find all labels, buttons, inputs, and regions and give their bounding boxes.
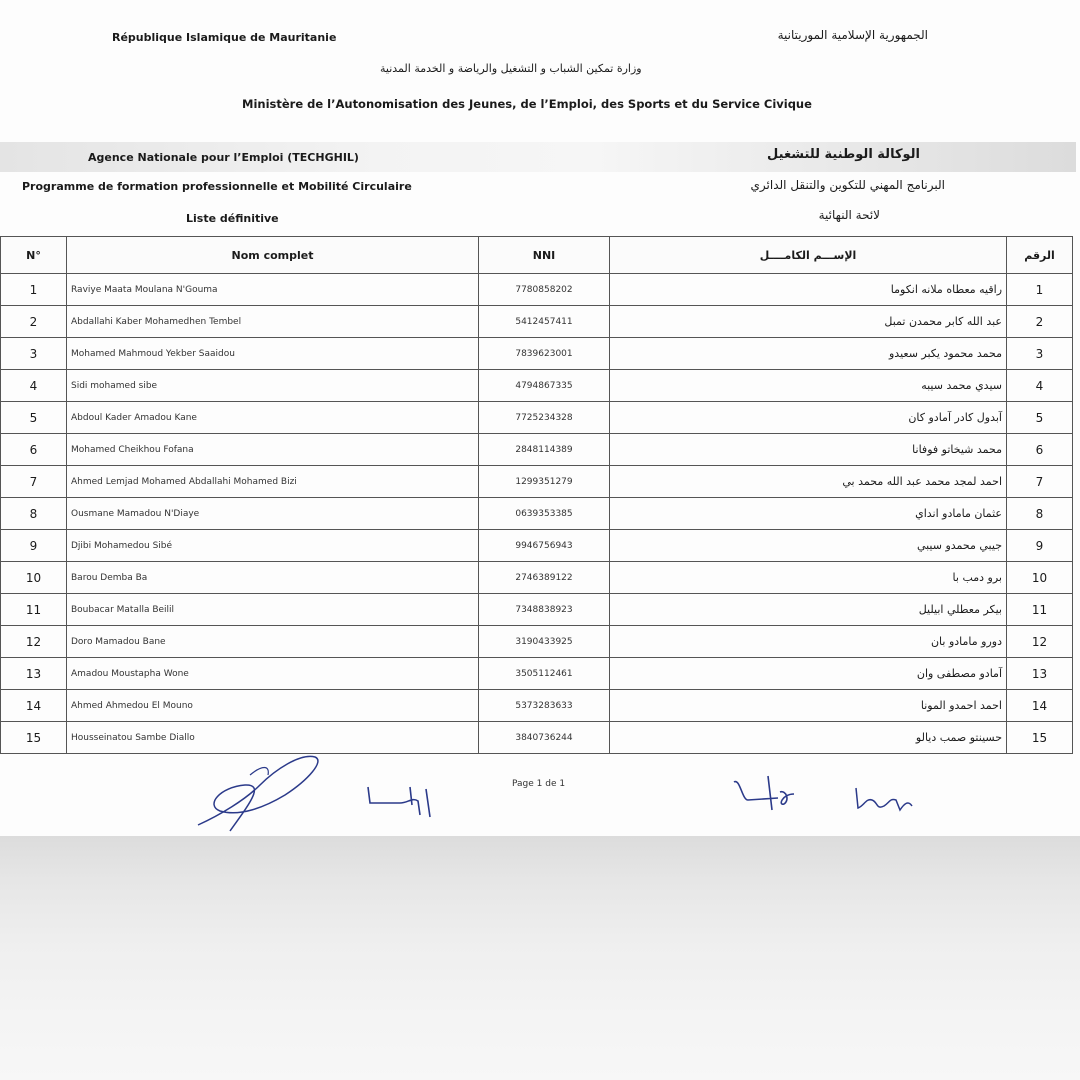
row-number-ar: 1 <box>1007 274 1073 306</box>
signature-3 <box>728 770 818 820</box>
table-row <box>1 498 1073 530</box>
full-name-ar: احمد احمدو المونا <box>610 690 1007 722</box>
full-name-ar: جيبي محمدو سيبي <box>610 530 1007 562</box>
nni-number: 1299351279 <box>479 466 610 498</box>
nni-number: 0639353385 <box>479 498 610 530</box>
table-row <box>1 370 1073 402</box>
row-number-ar: 6 <box>1007 434 1073 466</box>
country-name-ar: الجمهورية الإسلامية الموريتانية <box>777 28 928 42</box>
country-name-fr: République Islamique de Mauritanie <box>112 31 337 44</box>
nni-number: 7348838923 <box>479 594 610 626</box>
nni-number: 3840736244 <box>479 722 610 754</box>
table-row <box>1 306 1073 338</box>
row-number-ar: 10 <box>1007 562 1073 594</box>
table-row <box>1 690 1073 722</box>
full-name-ar: راقيه معطاه ملانه انكوما <box>610 274 1007 306</box>
row-number-fr: 3 <box>1 338 67 370</box>
nni-number: 3505112461 <box>479 658 610 690</box>
full-name-fr: Mohamed Cheikhou Fofana <box>67 434 479 466</box>
row-number-ar: 2 <box>1007 306 1073 338</box>
agency-name-fr: Agence Nationale pour l’Emploi (TECHGHIL) <box>88 151 359 164</box>
table-header-row <box>1 237 1073 274</box>
col-header-fullname-ar: الإســـم الكامــــل <box>610 237 1007 274</box>
signature-2 <box>360 775 450 825</box>
blurred-background <box>0 836 1080 1080</box>
nni-number: 5412457411 <box>479 306 610 338</box>
row-number-fr: 2 <box>1 306 67 338</box>
full-name-fr: Abdoul Kader Amadou Kane <box>67 402 479 434</box>
full-name-ar: برو دمب با <box>610 562 1007 594</box>
row-number-ar: 5 <box>1007 402 1073 434</box>
table-row <box>1 274 1073 306</box>
full-name-ar: آبدول كادر آمادو كان <box>610 402 1007 434</box>
table-row <box>1 626 1073 658</box>
row-number-fr: 13 <box>1 658 67 690</box>
full-name-fr: Barou Demba Ba <box>67 562 479 594</box>
col-header-number-ar: الرقم <box>1007 237 1073 274</box>
nni-number: 2848114389 <box>479 434 610 466</box>
full-name-fr: Djibi Mohamedou Sibé <box>67 530 479 562</box>
col-header-number-fr: N° <box>1 237 67 274</box>
agency-name-ar: الوكالة الوطنية للتشغيل <box>767 147 920 162</box>
signature-4 <box>850 780 920 816</box>
full-name-ar: دورو مامادو بان <box>610 626 1007 658</box>
full-name-fr: Raviye Maata Moulana N'Gouma <box>67 274 479 306</box>
row-number-fr: 14 <box>1 690 67 722</box>
full-name-ar: سيدي محمد سيبه <box>610 370 1007 402</box>
table-row <box>1 434 1073 466</box>
row-number-ar: 12 <box>1007 626 1073 658</box>
table-row <box>1 530 1073 562</box>
row-number-ar: 11 <box>1007 594 1073 626</box>
full-name-fr: Doro Mamadou Bane <box>67 626 479 658</box>
program-title-fr: Programme de formation professionnelle et Mobilité Circulaire <box>22 180 412 193</box>
row-number-fr: 7 <box>1 466 67 498</box>
col-header-fullname-fr: Nom complet <box>67 237 479 274</box>
col-header-nni: NNI <box>479 237 610 274</box>
full-name-ar: محمد محمود يكبر سعيدو <box>610 338 1007 370</box>
list-title-fr: Liste définitive <box>186 212 279 225</box>
full-name-ar: محمد شيخاتو فوفانا <box>610 434 1007 466</box>
row-number-ar: 14 <box>1007 690 1073 722</box>
ministry-name-fr: Ministère de l’Autonomisation des Jeunes, de l’Emploi, des Sports et du Service Civique <box>242 97 812 111</box>
row-number-fr: 9 <box>1 530 67 562</box>
table-row <box>1 562 1073 594</box>
row-number-fr: 11 <box>1 594 67 626</box>
table-row <box>1 402 1073 434</box>
nni-number: 5373283633 <box>479 690 610 722</box>
table-body <box>1 274 1073 754</box>
row-number-ar: 8 <box>1007 498 1073 530</box>
row-number-fr: 4 <box>1 370 67 402</box>
nni-number: 3190433925 <box>479 626 610 658</box>
full-name-fr: Sidi mohamed sibe <box>67 370 479 402</box>
full-name-ar: عبد الله كابر محمدن تمبل <box>610 306 1007 338</box>
row-number-ar: 13 <box>1007 658 1073 690</box>
row-number-fr: 5 <box>1 402 67 434</box>
row-number-ar: 3 <box>1007 338 1073 370</box>
table-row <box>1 722 1073 754</box>
full-name-fr: Abdallahi Kaber Mohamedhen Tembel <box>67 306 479 338</box>
nni-number: 7780858202 <box>479 274 610 306</box>
nni-number: 9946756943 <box>479 530 610 562</box>
beneficiary-table <box>0 236 1073 754</box>
nni-number: 4794867335 <box>479 370 610 402</box>
full-name-fr: Mohamed Mahmoud Yekber Saaidou <box>67 338 479 370</box>
page-number: Page 1 de 1 <box>512 779 566 789</box>
row-number-fr: 12 <box>1 626 67 658</box>
full-name-fr: Ousmane Mamadou N'Diaye <box>67 498 479 530</box>
table-row <box>1 338 1073 370</box>
full-name-ar: احمد لمجد محمد عبد الله محمد بي <box>610 466 1007 498</box>
full-name-fr: Amadou Moustapha Wone <box>67 658 479 690</box>
nni-number: 2746389122 <box>479 562 610 594</box>
full-name-ar: عثمان مامادو انداي <box>610 498 1007 530</box>
nni-number: 7839623001 <box>479 338 610 370</box>
list-title-ar: لائحة النهائية <box>818 208 880 222</box>
full-name-fr: Boubacar Matalla Beilil <box>67 594 479 626</box>
table-row <box>1 594 1073 626</box>
row-number-ar: 15 <box>1007 722 1073 754</box>
full-name-fr: Ahmed Lemjad Mohamed Abdallahi Mohamed Bizi <box>67 466 479 498</box>
row-number-fr: 1 <box>1 274 67 306</box>
full-name-fr: Ahmed Ahmedou El Mouno <box>67 690 479 722</box>
program-title-ar: البرنامج المهني للتكوين والتنقل الدائري <box>750 178 945 192</box>
full-name-ar: آمادو مصطفى وان <box>610 658 1007 690</box>
row-number-ar: 9 <box>1007 530 1073 562</box>
row-number-fr: 10 <box>1 562 67 594</box>
row-number-ar: 4 <box>1007 370 1073 402</box>
ministry-name-ar: وزارة تمكين الشباب و التشغيل والرياضة و الخدمة المدنية <box>380 62 642 75</box>
full-name-ar: بيكر معطلي ابيليل <box>610 594 1007 626</box>
full-name-ar: حسينتو صمب ديالو <box>610 722 1007 754</box>
full-name-fr: Housseinatou Sambe Diallo <box>67 722 479 754</box>
table-row <box>1 466 1073 498</box>
nni-number: 7725234328 <box>479 402 610 434</box>
row-number-fr: 6 <box>1 434 67 466</box>
table-row <box>1 658 1073 690</box>
row-number-fr: 15 <box>1 722 67 754</box>
row-number-ar: 7 <box>1007 466 1073 498</box>
row-number-fr: 8 <box>1 498 67 530</box>
signature-1 <box>190 745 340 837</box>
